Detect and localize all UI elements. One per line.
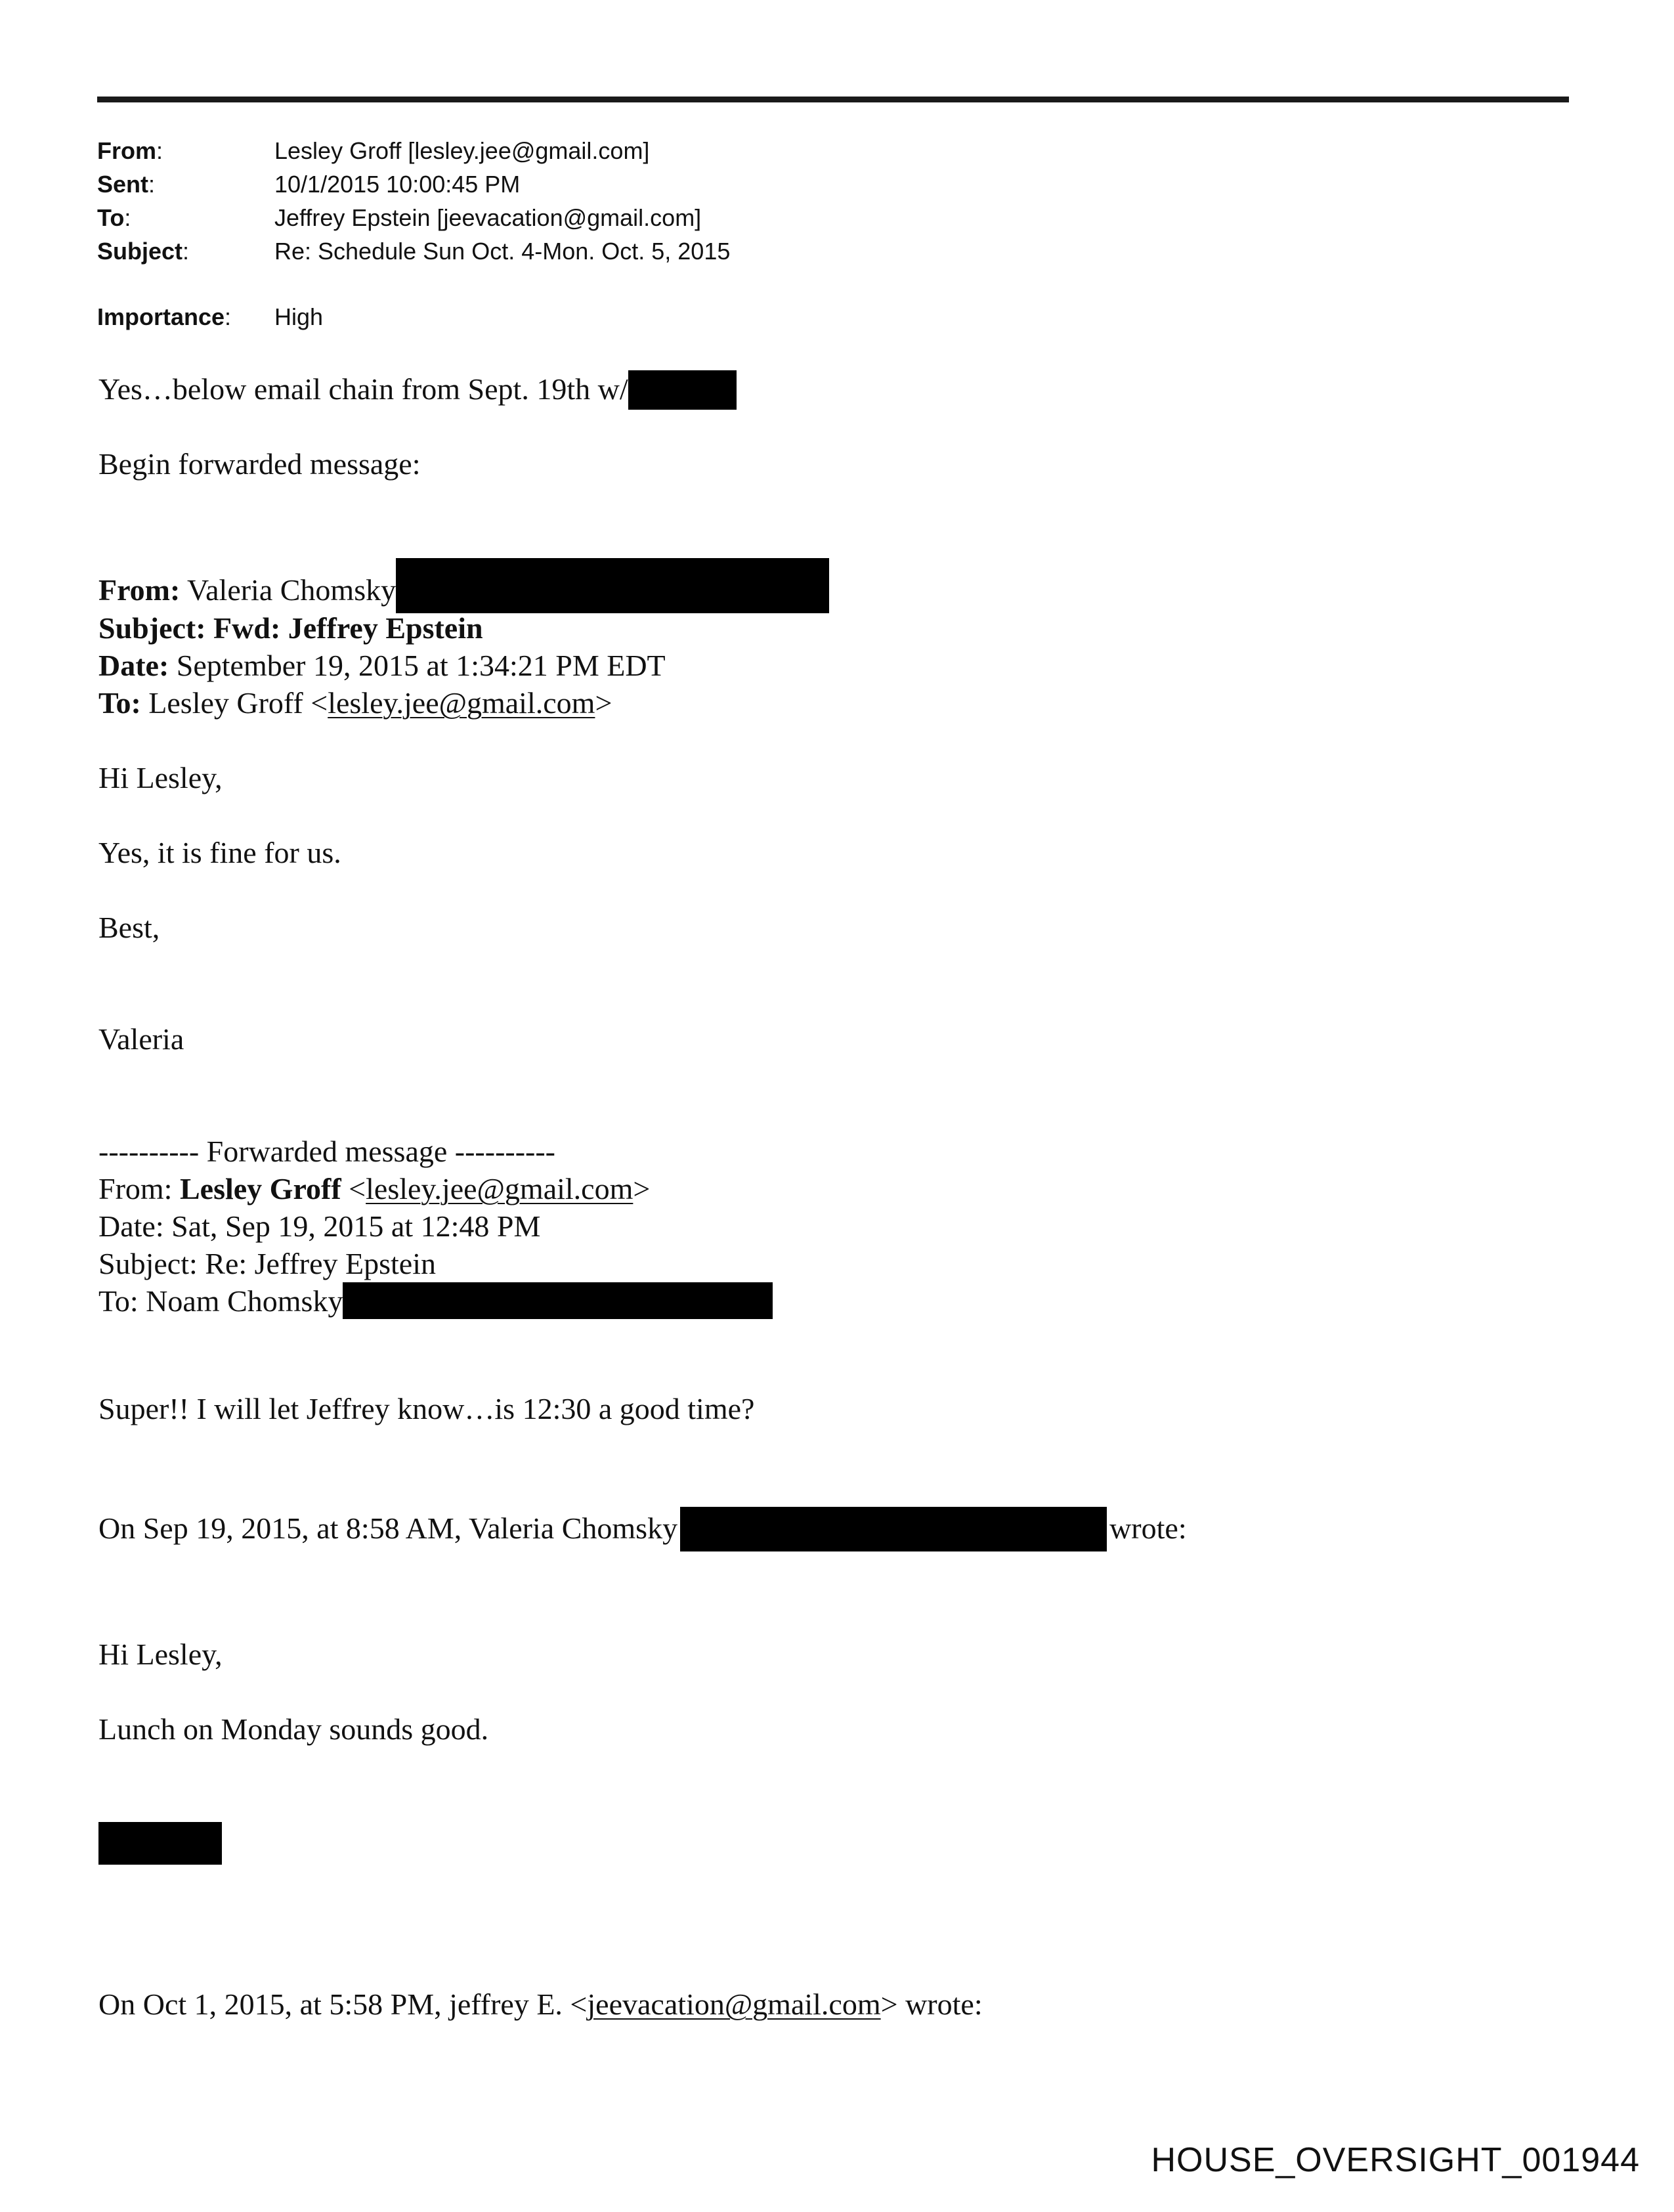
fwd2-to-text: To: Noam Chomsky — [98, 1284, 343, 1318]
fwd2-from-prefix: From: — [98, 1172, 180, 1205]
fwd1-date-line — [98, 647, 666, 685]
quote1-attribution-after: wrote: — [1109, 1511, 1187, 1545]
bates-number: HOUSE_OVERSIGHT_001944 — [1151, 2141, 1640, 2179]
fwd1-to-email-link[interactable]: lesley.jee@gmail.com — [328, 686, 595, 720]
fwd2-date-line: Date: Sat, Sep 19, 2015 at 12:48 PM — [98, 1209, 541, 1243]
fwd2-from-open: < — [341, 1172, 366, 1205]
fwd1-subject-value: Fwd: Jeffrey Epstein — [205, 611, 483, 645]
fwd1-date-value: September 19, 2015 at 1:34:21 PM EDT — [169, 649, 666, 682]
header-importance-value: High — [274, 303, 324, 330]
fwd1-greeting: Hi Lesley, — [98, 761, 223, 794]
fwd1-subject-label: Subject: — [98, 611, 206, 645]
quote1-attribution — [98, 1509, 1187, 1551]
fwd1-to-line — [98, 684, 612, 722]
fwd2-from-email-link[interactable]: lesley.jee@gmail.com — [366, 1172, 633, 1205]
quote1-attribution-before: On Sep 19, 2015, at 8:58 AM, Valeria Chomsky — [98, 1511, 678, 1545]
header-subject-label: Subject: — [97, 238, 190, 265]
quote2-attribution — [98, 1985, 983, 2024]
header-to-label: To: — [97, 204, 131, 231]
fwd2-separator: ---------- Forwarded message ---------- — [98, 1135, 555, 1168]
fwd1-from-line — [98, 571, 829, 613]
fwd1-subject-line — [98, 609, 483, 647]
fwd2-to-line — [98, 1282, 773, 1320]
redaction-box — [98, 1822, 222, 1865]
fwd2-from-line — [98, 1170, 650, 1208]
redaction-box — [628, 370, 737, 410]
intro-text: Yes…below email chain from Sept. 19th w/ — [98, 372, 628, 406]
fwd2-from-name: Lesley Groff — [179, 1172, 341, 1205]
fwd1-from-name: Valeria Chomsky — [180, 573, 397, 607]
intro-line — [98, 370, 737, 410]
quote2-email-link[interactable]: jeevacation@gmail.com — [587, 1987, 881, 2021]
fwd2-subject-line: Subject: Re: Jeffrey Epstein — [98, 1247, 436, 1280]
fwd1-message: Yes, it is fine for us. — [98, 836, 341, 869]
fwd2-from-close: > — [633, 1172, 651, 1205]
quote1-message: Lunch on Monday sounds good. — [98, 1712, 489, 1746]
quote1-greeting: Hi Lesley, — [98, 1637, 223, 1671]
fwd1-to-suffix: > — [595, 686, 612, 720]
fwd1-signature: Valeria — [98, 1022, 184, 1056]
quote2-attribution-after: > wrote: — [880, 1987, 983, 2021]
redaction-box — [396, 558, 829, 613]
header-rule — [97, 97, 1569, 102]
fwd1-to-label: To: — [98, 686, 141, 720]
header-sent-value: 10/1/2015 10:00:45 PM — [274, 171, 521, 198]
redaction-box — [680, 1507, 1107, 1551]
header-from-label: From: — [97, 137, 163, 164]
header-subject-value: Re: Schedule Sun Oct. 4-Mon. Oct. 5, 2015 — [274, 238, 731, 265]
header-from-value: Lesley Groff [lesley.jee@gmail.com] — [274, 137, 650, 164]
fwd1-to-prefix: Lesley Groff < — [140, 686, 328, 720]
begin-forwarded-line: Begin forwarded message: — [98, 447, 421, 481]
quote2-attribution-before: On Oct 1, 2015, at 5:58 PM, jeffrey E. < — [98, 1987, 588, 2021]
fwd1-closing: Best, — [98, 911, 160, 944]
header-importance-label: Importance: — [97, 303, 232, 330]
header-sent-label: Sent: — [97, 171, 156, 198]
redaction-box — [343, 1282, 773, 1319]
fwd1-date-label: Date: — [98, 649, 169, 682]
fwd2-message: Super!! I will let Jeffrey know…is 12:30 a good time? — [98, 1392, 755, 1425]
header-to-value: Jeffrey Epstein [jeevacation@gmail.com] — [274, 204, 702, 231]
fwd1-from-label: From: — [98, 573, 181, 607]
